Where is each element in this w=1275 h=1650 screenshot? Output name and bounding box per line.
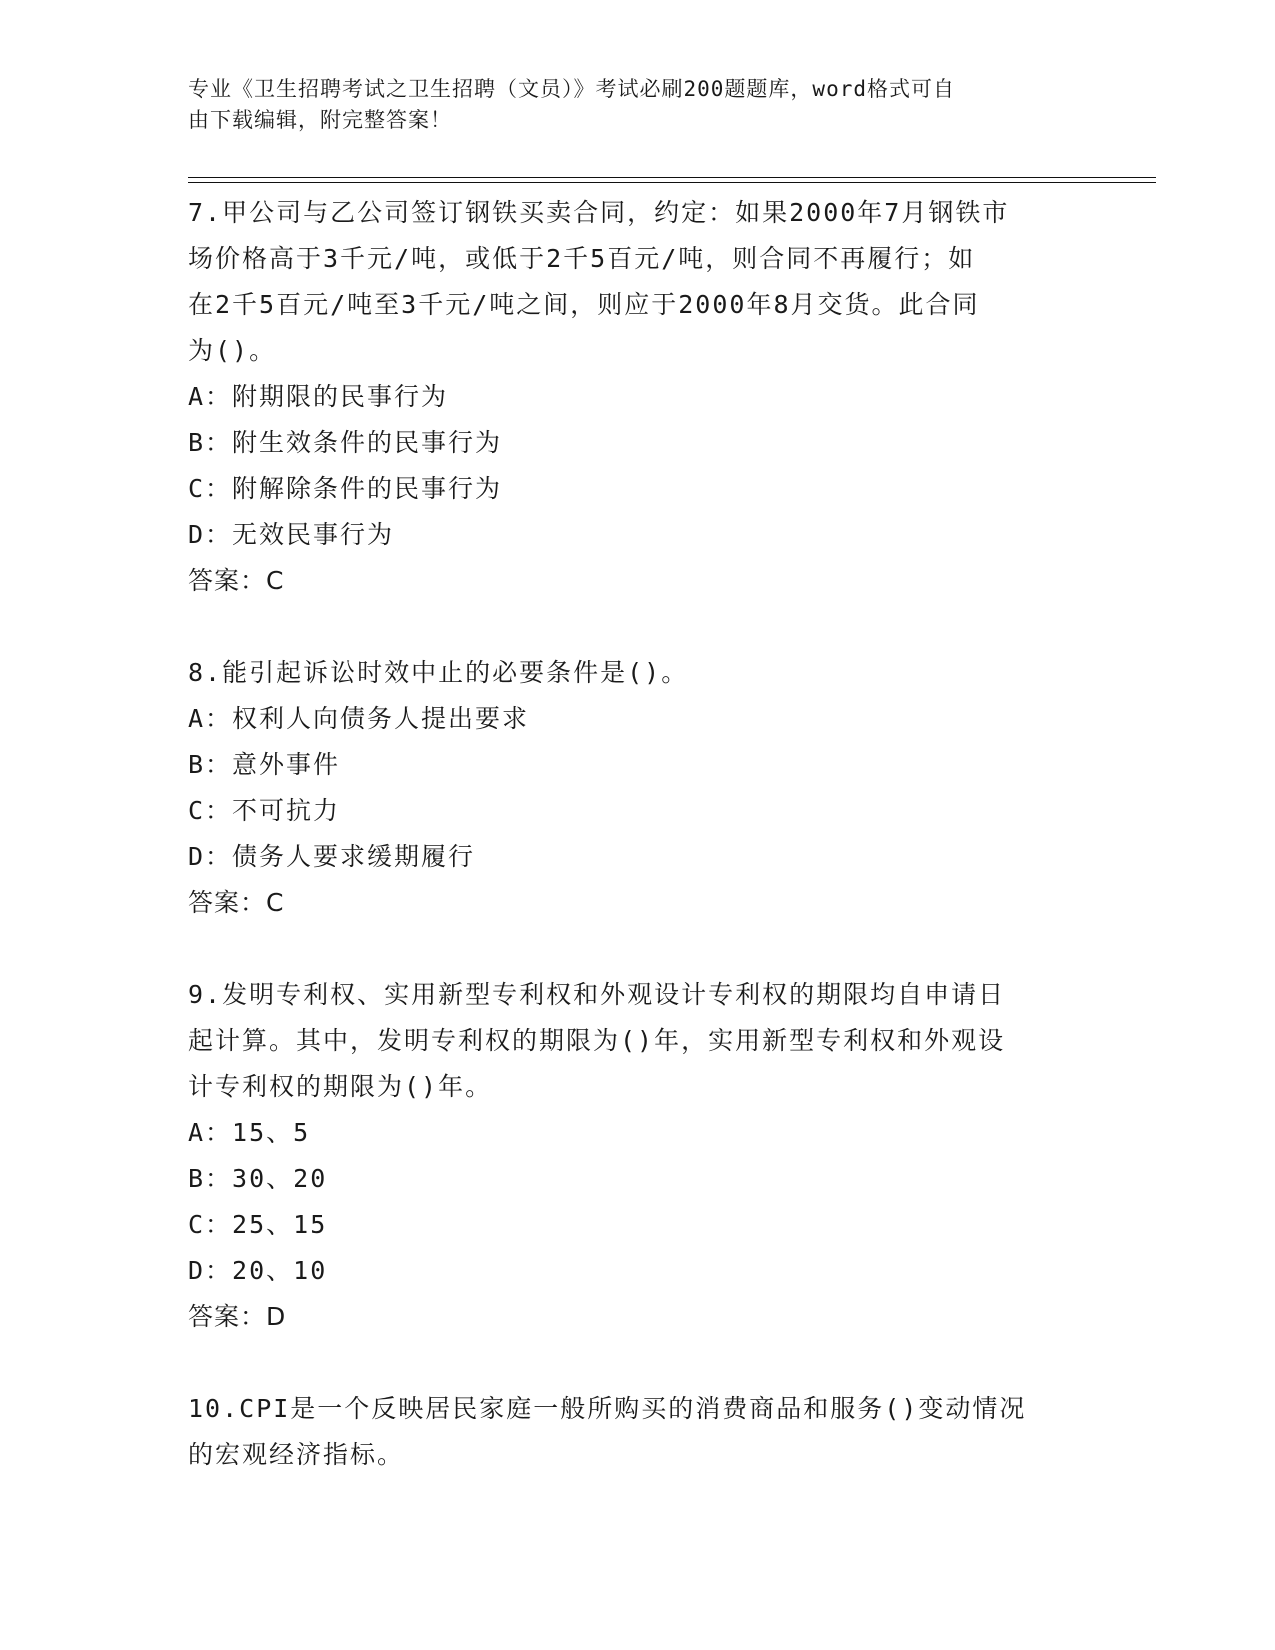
spacer [188,926,1088,972]
question-text-line: 10.CPI是一个反映居民家庭一般所购买的消费商品和服务()变动情况 [188,1394,1027,1423]
answer-line: 答案：D [188,1302,287,1331]
question-list [188,190,1088,1478]
option-b: B：附生效条件的民事行为 [188,428,503,457]
option-c: C：不可抗力 [188,796,341,825]
option-d: D：债务人要求缓期履行 [188,842,476,871]
option-b: B：30、20 [188,1164,328,1193]
answer-line: 答案：C [188,888,285,917]
option-b: B：意外事件 [188,750,341,779]
question-text-line: 在2千5百元/吨至3千元/吨之间，则应于2000年8月交货。此合同 [188,290,980,319]
question-7 [188,190,1088,604]
spacer [188,604,1088,650]
question-text-line: 起计算。其中，发明专利权的期限为()年，实用新型专利权和外观设 [188,1026,1006,1055]
question-text-line: 9.发明专利权、实用新型专利权和外观设计专利权的期限均自申请日 [188,980,1006,1009]
document-header [188,74,1068,136]
option-d: D：20、10 [188,1256,328,1285]
option-c: C：附解除条件的民事行为 [188,474,503,503]
question-text-line: 为()。 [188,336,277,365]
option-d: D：无效民事行为 [188,520,395,549]
question-text-line: 7.甲公司与乙公司签订钢铁买卖合同，约定：如果2000年7月钢铁市 [188,198,1010,227]
header-divider-top [188,177,1156,178]
header-divider-bottom [188,182,1156,183]
header-line-2: 由下载编辑，附完整答案！ [188,108,452,132]
spacer [188,1340,1088,1386]
question-8 [188,650,1088,926]
header-line-1: 专业《卫生招聘考试之卫生招聘（文员）》考试必刷200题题库，word格式可自 [188,77,955,101]
option-c: C：25、15 [188,1210,328,1239]
question-10 [188,1386,1088,1478]
option-a: A：权利人向债务人提出要求 [188,704,530,733]
question-text-line: 场价格高于3千元/吨，或低于2千5百元/吨，则合同不再履行；如 [188,244,976,273]
option-a: A：附期限的民事行为 [188,382,449,411]
question-text-line: 计专利权的期限为()年。 [188,1072,493,1101]
question-text-line: 8.能引起诉讼时效中止的必要条件是()。 [188,658,689,687]
question-9 [188,972,1088,1340]
answer-line: 答案：C [188,566,285,595]
option-a: A：15、5 [188,1118,311,1147]
question-text-line: 的宏观经济指标。 [188,1440,405,1469]
